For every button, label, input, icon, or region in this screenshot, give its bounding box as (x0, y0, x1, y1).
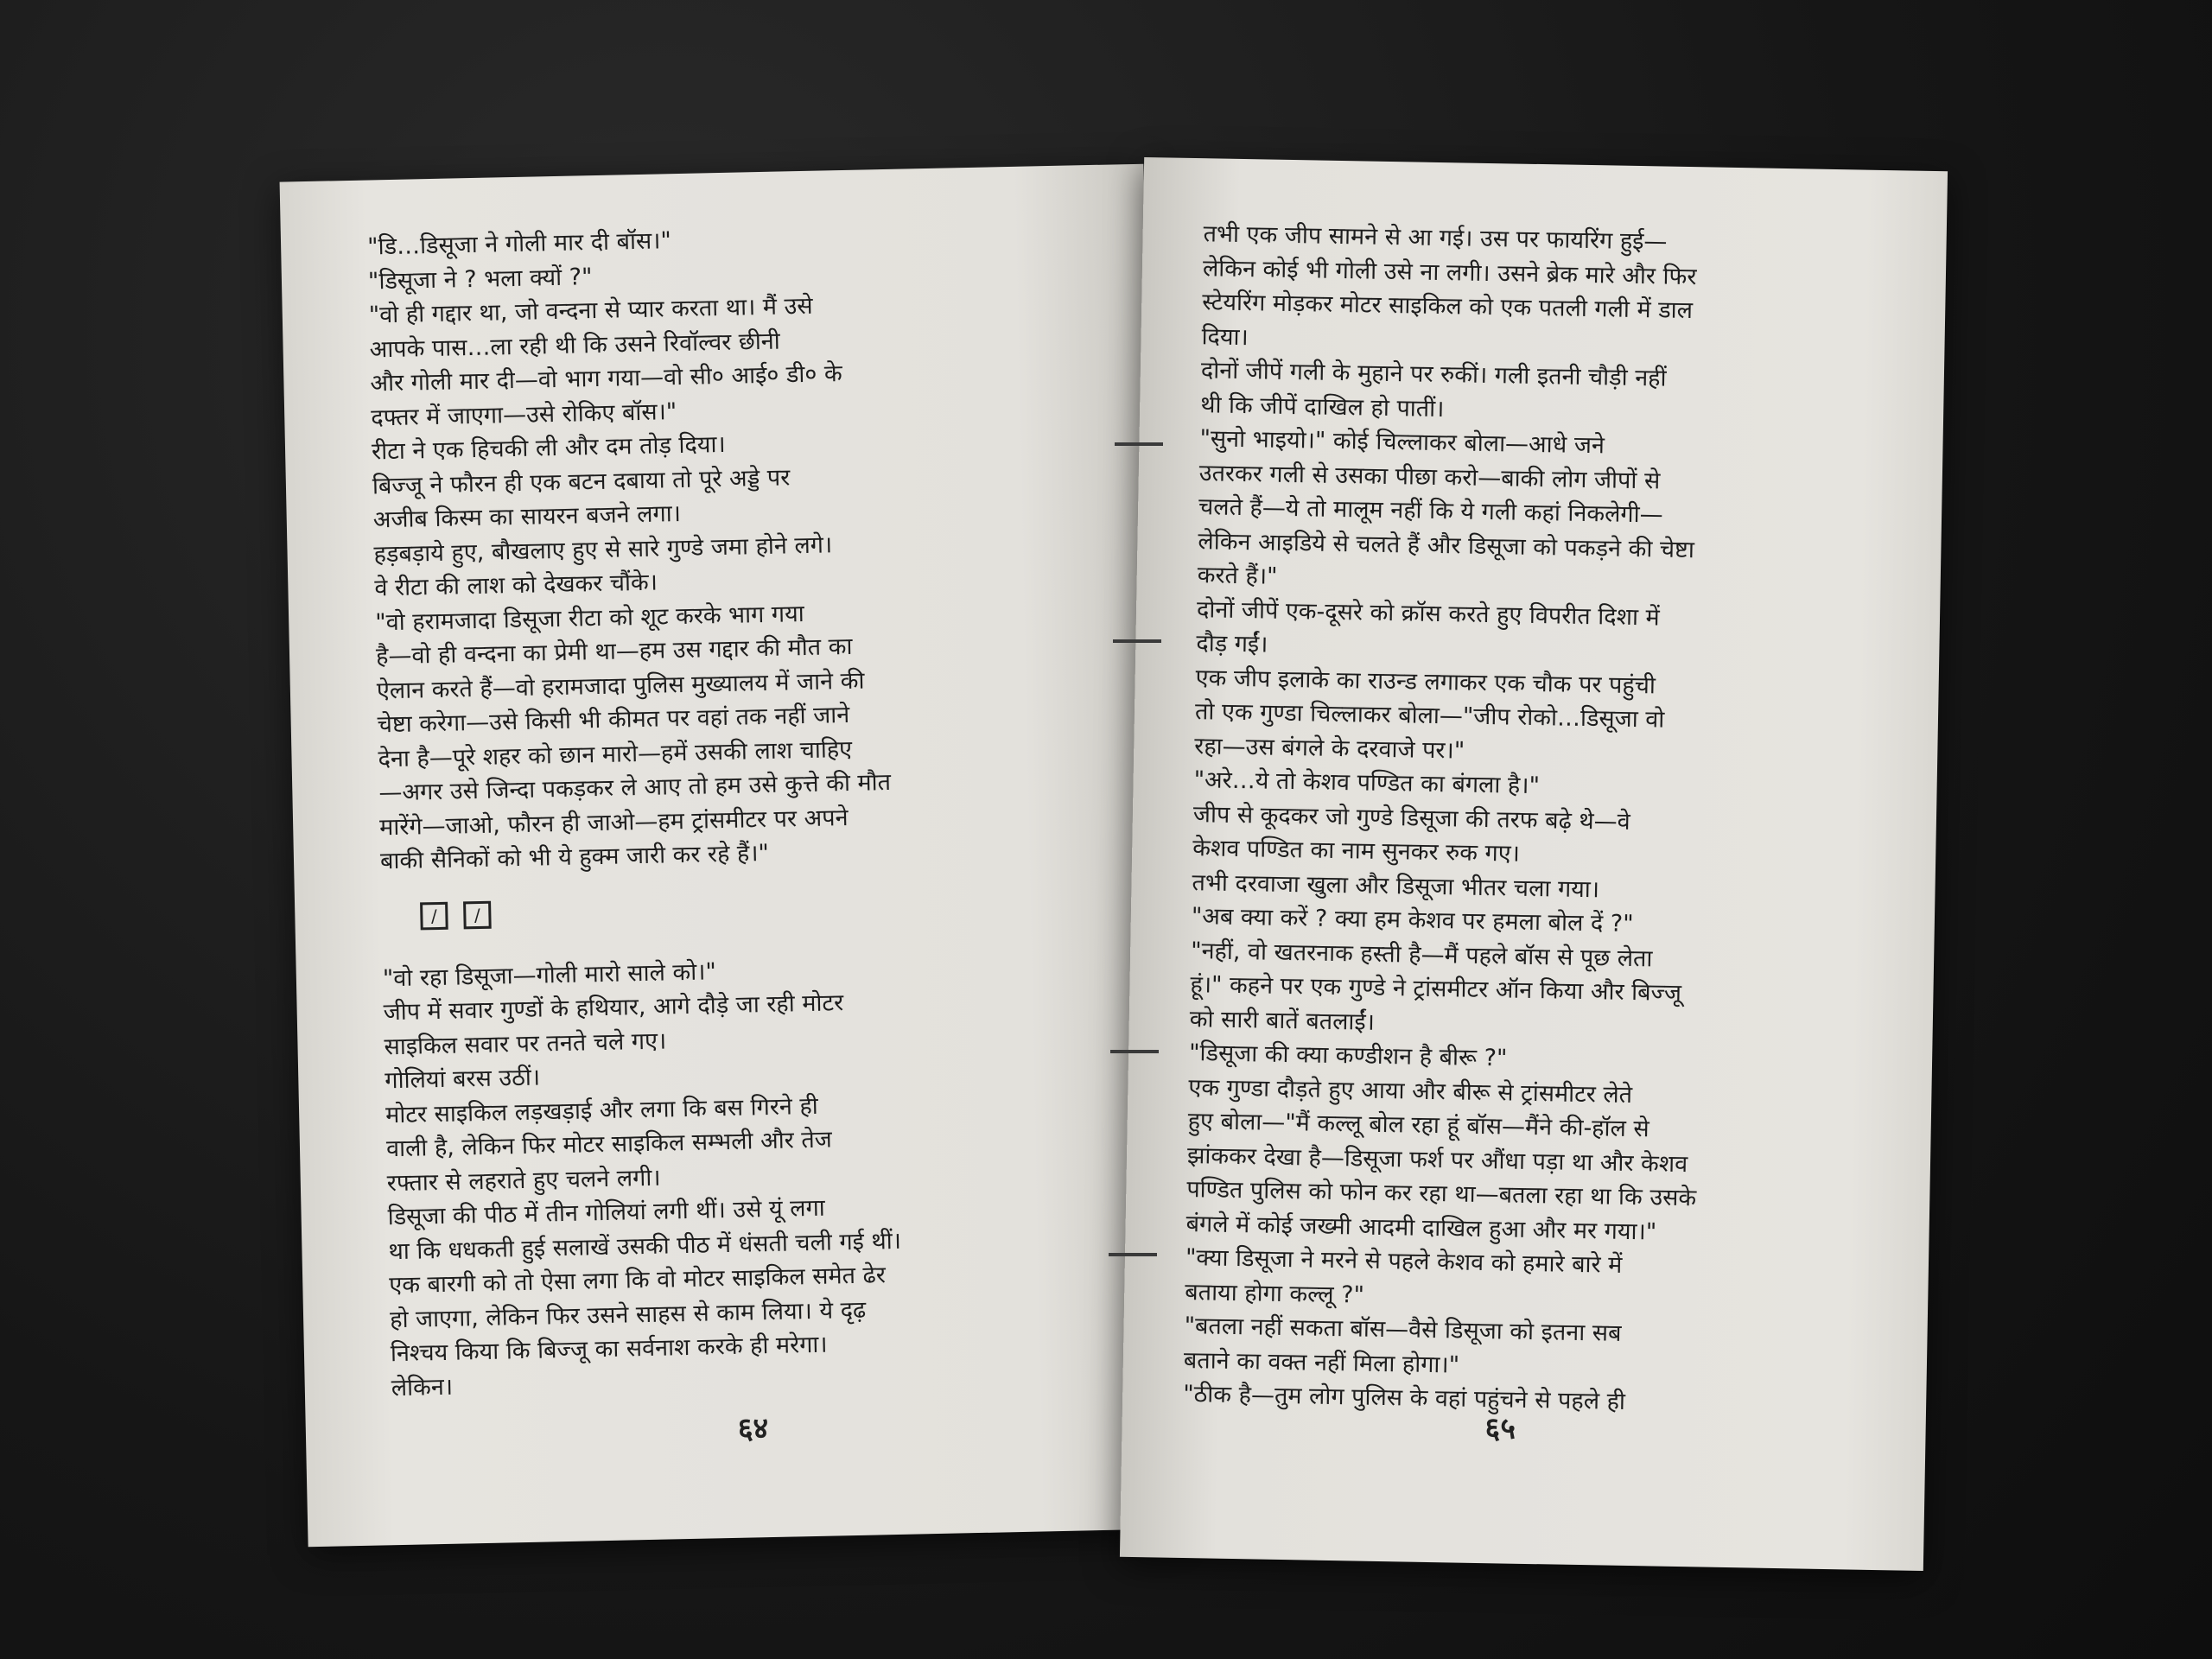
text-line: हुए बोला—"मैं कल्लू बोल रहा हूं बॉस—मैंने की-हॉल से (1187, 1108, 1649, 1143)
text-line: वाली है, लेकिन फिर मोटर साइकिल सम्भली और तेज (385, 1126, 833, 1163)
text-line: करते हैं।" (1197, 562, 1278, 590)
text-line: "नहीं, वो खतरनाक हस्ती है—मैं पहले बॉस से पूछ लेता (1190, 937, 1653, 972)
text-line: को सारी बातें बतलाईं। (1189, 1005, 1376, 1036)
text-line: "डिसूजा ने ? भला क्यों ?" (367, 263, 593, 296)
text-line: एक जीप इलाके का राउन्ड लगाकर एक चौक पर पहुंची (1195, 664, 1656, 699)
text-line: रीटा ने एक हिचकी ली और दम तोड़ दिया। (371, 430, 727, 466)
text-line: दौड़ गईं। (1196, 630, 1268, 658)
text-line: बाकी सैनिकों को भी ये हुक्म जारी कर रहे हैं।" (379, 839, 770, 875)
text-line: केशव पण्डित का नाम सुनकर रुक गए। (1192, 835, 1521, 868)
text-line: मोटर साइकिल लड़खड़ाई और लगा कि बस गिरने ही (385, 1092, 819, 1128)
text-line: मारेंगे—जाओ, फौरन ही जाओ—हम ट्रांसमीटर पर अपने (378, 804, 849, 841)
text-line: रहा—उस बंगले के दरवाजे पर।" (1194, 732, 1465, 765)
binding-stitch (1110, 1050, 1159, 1053)
left-page-text (367, 219, 905, 1405)
text-line: तभी एक जीप सामने से आ गई। उस पर फायरिंग हुई— (1203, 220, 1668, 256)
text-line: चेष्टा करेगा—उसे किसी भी कीमत पर वहां तक नहीं जाने (377, 701, 850, 739)
text-line: दफ्तर में जाएगा—उसे रोकिए बॉस।" (370, 397, 677, 431)
binding-stitch (1113, 639, 1161, 643)
text-line: साइकिल सवार पर तनते चले गए। (384, 1027, 667, 1060)
text-line: हड़बड़ाये हुए, बौखलाए हुए से सारे गुण्डे जमा होने लगे। (373, 531, 833, 568)
binding-stitch (1115, 442, 1163, 446)
text-line: "अरे…ये तो केशव पण्डित का बंगला है।" (1193, 766, 1541, 800)
open-book (255, 147, 1940, 1564)
text-line: —अगर उसे जिन्दा पकड़कर ले आए तो हम उसे कुत्ते की मौत (378, 768, 892, 807)
text-line: उतरकर गली से उसका पीछा करो—बाकी लोग जीपों से (1198, 459, 1661, 494)
text-line: निश्चय किया कि बिज्जू का सर्वनाश करके ही मरेगा। (390, 1331, 828, 1368)
section-separator (381, 880, 895, 942)
text-line: वे रीटा की लाश को देखकर चौंके। (374, 569, 658, 602)
text-line: ऐलान करते हैं—वो हरामजादा पुलिस मुख्यालय में जाने की (376, 667, 865, 704)
left-page-number: ६४ (737, 1411, 769, 1446)
separator-box: / (420, 901, 448, 930)
text-line: लेकिन कोई भी गोली उसे ना लगी। उसने ब्रेक मारे और फिर (1202, 254, 1697, 290)
text-line: स्टेयरिंग मोड़कर मोटर साइकिल को एक पतली गली में डाल (1202, 289, 1694, 325)
text-line: लेकिन आइडिये से चलते हैं और डिसूजा को पकड़ने की चेष्टा (1198, 527, 1695, 563)
text-line: गोलियां बरस उठीं। (385, 1064, 541, 1095)
left-page (280, 164, 1173, 1548)
text-line: बिज्जू ने फौरन ही एक बटन दबाया तो पूरे अड्डे पर (372, 463, 791, 499)
binding-stitch (1109, 1253, 1157, 1256)
text-line: दिया। (1201, 322, 1249, 351)
text-line: जीप में सवार गुण्डों के हथियार, आगे दौड़े जा रही मोटर (383, 989, 844, 1027)
text-line: और गोली मार दी—वो भाग गया—वो सी० आई० डी० के (370, 360, 843, 397)
text-line: "अब क्या करें ? क्या हम केशव पर हमला बोल दें ?" (1191, 903, 1634, 938)
text-line: दोनों जीपें एक-दूसरे को क्रॉस करते हुए विपरीत दिशा में (1196, 595, 1660, 631)
text-line: बताया होगा कल्लू ?" (1185, 1278, 1365, 1309)
text-line: "डि…डिसूजा ने गोली मार दी बॉस।" (366, 227, 672, 261)
right-page-number: ६५ (1484, 1411, 1516, 1446)
right-page (1120, 157, 1948, 1571)
text-line: एक गुण्डा दौड़ते हुए आया और बीरू से ट्रांसमीटर लेते (1188, 1073, 1633, 1109)
text-line: रफ्तार से लहराते हुए चलने लगी। (386, 1164, 661, 1197)
text-line: "ठीक है—तुम लोग पुलिस के वहां पहुंचने से पहले ही (1182, 1381, 1626, 1415)
text-line: डिसूजा की पीठ में तीन गोलियां लगी थीं। उसे यूं लगा (387, 1194, 826, 1231)
text-line: थी कि जीपें दाखिल हो पातीं। (1199, 391, 1445, 423)
text-line: है—वो ही वन्दना का प्रेमी था—हम उस गद्दार की मौत का (375, 632, 853, 671)
text-line: तो एक गुण्डा चिल्लाकर बोला—"जीप रोको…डिसूजा वो (1194, 698, 1665, 734)
right-page-text (1183, 217, 1713, 1421)
text-line: तभी दरवाजा खुला और डिसूजा भीतर चला गया। (1192, 868, 1600, 903)
text-line: पण्डित पुलिस को फोन कर रहा था—बतला रहा था कि उसके (1186, 1176, 1697, 1212)
text-line: आपके पास…ला रही थी कि उसने रिवॉल्वर छीनी (369, 327, 781, 364)
text-line: देना है—पूरे शहर को छान मारो—हमें उसकी लाश चाहिए (378, 735, 853, 772)
text-line: चलते हैं—ये तो मालूम नहीं कि ये गली कहां निकलेगी— (1198, 493, 1663, 529)
text-line: बताने का वक्त नहीं मिला होगा।" (1183, 1346, 1460, 1379)
text-line: "क्या डिसूजा ने मरने से पहले केशव को हमारे बारे में (1185, 1244, 1623, 1279)
text-line: "डिसूजा की क्या कण्डीशन है बीरू ?" (1188, 1039, 1508, 1072)
text-line: "वो रहा डिसूजा—गोली मारो साले को।" (382, 957, 717, 992)
text-line: "वो ही गद्दार था, जो वन्दना से प्यार करता था। मैं उसे (368, 292, 813, 329)
text-line: हूं।" कहने पर एक गुण्डे ने ट्रांसमीटर ऑन किया और बिज्जू (1190, 971, 1682, 1007)
text-line: जीप से कूदकर जो गुण्डे डिसूजा की तरफ बढ़े थे—वे (1192, 800, 1630, 836)
text-line: बंगले में कोई जख्मी आदमी दाखिल हुआ और मर गया।" (1185, 1210, 1657, 1246)
text-line: हो जाएगा, लेकिन फिर उसने साहस से काम लिया। ये दृढ़ (389, 1296, 867, 1333)
text-line: "सुनो भाइयो।" कोई चिल्लाकर बोला—आधे जने (1199, 425, 1605, 460)
text-line: "वो हरामजादा डिसूजा रीटा को शूट करके भाग गया (374, 600, 805, 636)
text-line: था कि धधकती हुई सलाखें उसकी पीठ में धंसती चली गई थीं। (388, 1227, 902, 1265)
text-line: अजीब किस्म का सायरन बजने लगा। (372, 500, 682, 534)
text-line: "बतला नहीं सकता बॉस—वैसे डिसूजा को इतना सब (1184, 1313, 1622, 1347)
text-line: लेकिन। (391, 1373, 454, 1402)
text-line: एक बारगी को तो ऐसा लगा कि वो मोटर साइकिल समेत ढेर (389, 1262, 887, 1300)
text-line: दोनों जीपें गली के मुहाने पर रुकीं। गली इतनी चौड़ी नहीं (1200, 357, 1667, 392)
text-line: झांककर देखा है—डिसूजा फर्श पर औंधा पड़ा था और केशव (1186, 1141, 1688, 1178)
separator-box: / (463, 900, 492, 929)
